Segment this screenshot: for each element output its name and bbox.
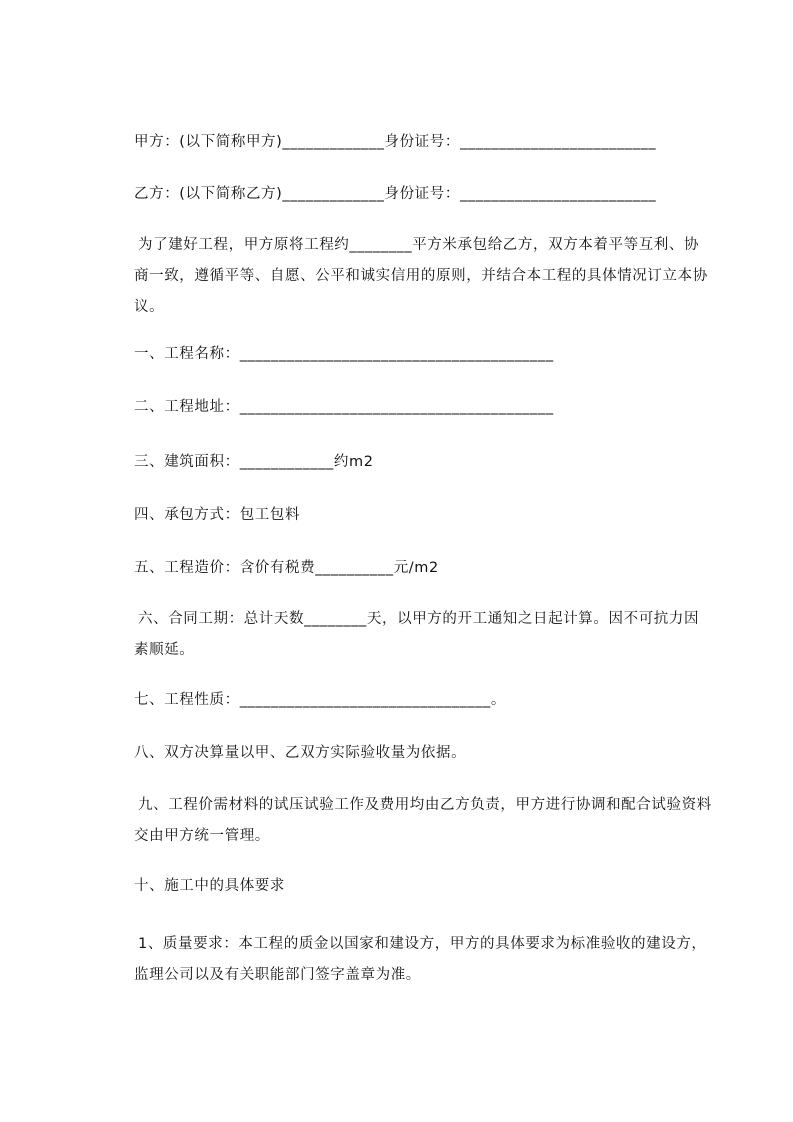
party-a-line: 甲方：(以下简称甲方)_____________身份证号：_________________________ [134,134,657,150]
clause-contract-method: 四、承包方式：包工包料 [134,507,301,523]
clause-building-area: 三、建筑面积：____________约m2 [134,454,374,470]
clause-project-nature: 七、工程性质：________________________________。 [134,692,506,708]
clause-project-cost: 五、工程造价：含价有税费__________元/m2 [134,560,439,576]
clause-project-address: 二、工程地址：________________________________________ [134,399,554,415]
party-b-line: 乙方：(以下简称乙方)_____________身份证号：_________________________ [134,186,657,202]
clause-project-name: 一、工程名称：________________________________________ [134,346,554,362]
clause-contract-period: 六、合同工期：总计天数________天，以甲方的开工通知之日起计算。因不可抗力因素顺延。 [134,611,700,658]
clause-settlement: 八、双方决算量以甲、乙双方实际验收量为依据。 [134,745,467,761]
clause-testing: 九、工程价需材料的试压试验工作及费用均由乙方负责，甲方进行协调和配合试验资料交由甲方统一管理。 [134,797,712,844]
item-quality-requirements: 1、质量要求：本工程的质金以国家和建设方，甲方的具体要求为标准验收的建设方，监理公司以及有关职能部门签字盖章为准。 [134,936,707,983]
clause-construction-requirements: 十、施工中的具体要求 [134,878,285,894]
intro-paragraph: 为了建好工程，甲方原将工程约________平方米承包给乙方，双方本着平等互利、协商一致，遵循平等、自愿、公平和诚实信用的原则，并结合本工程的具体情况订立本协议。 [134,237,708,315]
